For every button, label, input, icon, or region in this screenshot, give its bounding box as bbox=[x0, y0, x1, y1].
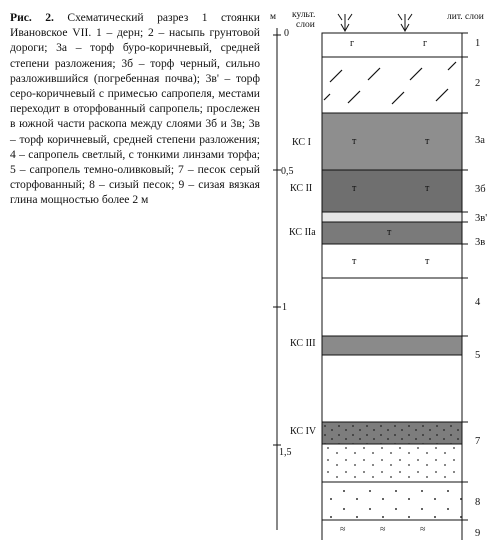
layer-8-dots bbox=[322, 482, 462, 520]
layer-ks-iv-dots bbox=[322, 422, 462, 444]
layer-number: 8 bbox=[475, 497, 481, 508]
layer-1-sod bbox=[322, 33, 462, 57]
figure-label: Рис. 2. bbox=[10, 11, 54, 24]
peat-symbol-icon: т bbox=[425, 256, 430, 267]
peat-symbol-icon: т bbox=[425, 136, 430, 147]
layer-4 bbox=[322, 278, 462, 336]
cultural-layer-label: КС IIа bbox=[289, 227, 316, 238]
layer-7-dots bbox=[322, 444, 462, 482]
cultural-layer-label: КС III bbox=[290, 338, 316, 349]
peat-symbol-icon: т bbox=[425, 183, 430, 194]
caption-text: Схематический разрез 1 стоянки Ивановское VII. 1 – дерн; 2 – насыпь грунтовой дороги; 3а – торф буро-коричневый, средней степени разложения; 3б – торф черный, сильно разложившийся (погребенная почва); 3в' – торф серо-коричневый с примесью сапропеля, местами переходит в оторфованный сапропель; прослежен в южной части раскопа между слоями 3б и 3в; 3в – торф коричневый, средней степени разложения; 4 – сапропель светлый, с тонкими линзами торфа; 5 – сапропель темно-оливковый; 7 – песок серый сторфованный; 8 – сизый песок; 9 – сизая вязкая глина мощностью более 2 м bbox=[10, 11, 260, 207]
surface-arrow-icon bbox=[398, 14, 412, 31]
layer-ks-iia-band bbox=[322, 222, 462, 244]
layer-3b bbox=[322, 170, 462, 212]
peat-symbol-icon: т bbox=[352, 183, 357, 194]
clay-symbol-icon: ≈ bbox=[420, 524, 426, 535]
clay-symbol-icon: ≈ bbox=[380, 524, 386, 535]
lithology-header: лит. слои bbox=[447, 12, 484, 22]
layer-number: 4 bbox=[475, 297, 481, 308]
surface-arrow-icon bbox=[338, 14, 352, 31]
layer-number: 3в bbox=[475, 237, 486, 248]
peat-symbol-icon: т bbox=[352, 256, 357, 267]
layer-3v-prime bbox=[322, 212, 462, 222]
cultural-layers-header: культ. bbox=[292, 10, 316, 20]
depth-unit-header: м bbox=[270, 12, 277, 22]
sod-symbol-icon: г bbox=[423, 38, 428, 49]
cultural-layer-label: КС II bbox=[290, 183, 313, 194]
peat-symbol-icon: т bbox=[352, 136, 357, 147]
cultural-layer-label: КС I bbox=[292, 137, 311, 148]
layer-2-road-fill bbox=[322, 57, 462, 113]
layer-number: 2 bbox=[475, 78, 481, 89]
sod-symbol-icon: г bbox=[350, 38, 355, 49]
cultural-layers-header-2: слои bbox=[296, 20, 315, 30]
layer-3v bbox=[322, 244, 462, 278]
depth-label-1: 1 bbox=[282, 302, 287, 313]
layer-number: 3б bbox=[475, 184, 486, 195]
layer-number: 3в' bbox=[475, 213, 488, 224]
cultural-layer-label: КС IV bbox=[290, 426, 317, 437]
layer-number: 7 bbox=[475, 436, 481, 447]
layer-5-band bbox=[322, 336, 462, 355]
layer-number: 9 bbox=[475, 528, 481, 539]
peat-symbol-icon: т bbox=[387, 227, 392, 238]
clay-symbol-icon: ≈ bbox=[340, 524, 346, 535]
layer-5-lower bbox=[322, 355, 462, 422]
layer-3a bbox=[322, 113, 462, 170]
layer-number: 5 bbox=[475, 350, 481, 361]
layer-number: 3а bbox=[475, 135, 485, 146]
right-ticks bbox=[462, 33, 468, 520]
layer-number: 1 bbox=[475, 38, 481, 49]
depth-label-0-5: 0,5 bbox=[281, 166, 294, 177]
depth-label-0: 0 bbox=[284, 28, 289, 39]
depth-label-1-5: 1,5 bbox=[279, 447, 292, 458]
